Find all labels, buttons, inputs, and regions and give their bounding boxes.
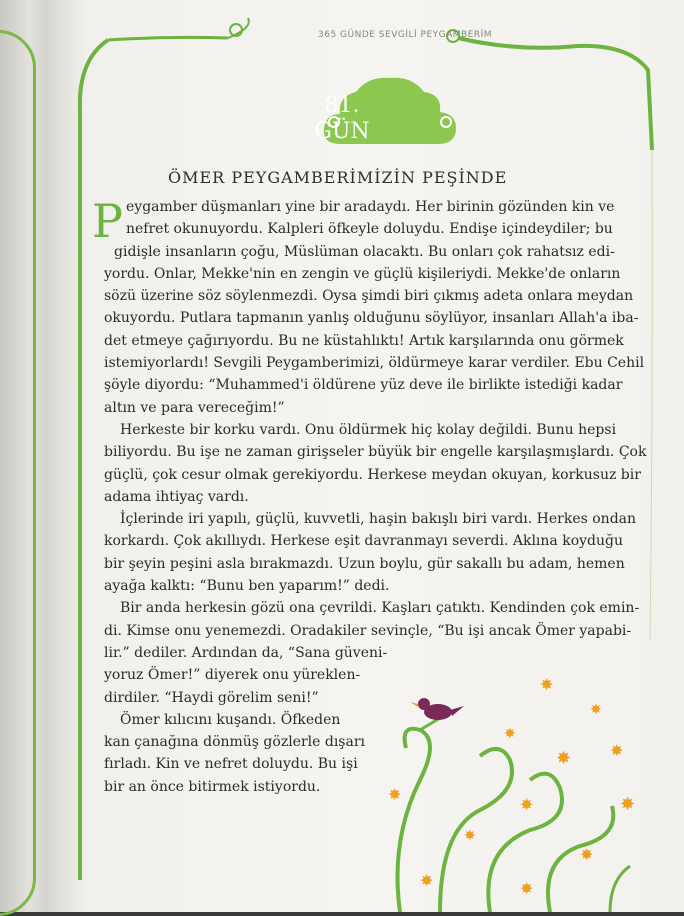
book-page [48,0,684,912]
text-line: sözü üzerine söz söylenmezdi. Oysa şimdi biri çıkmış adeta onlara meydan [104,288,634,305]
svg-text:✸: ✸ [540,675,554,694]
running-head: 365 GÜNDE SEVGİLİ PEYGAMBERİM [318,30,493,40]
text-line: korkardı. Çok akıllıydı. Herkese eşit davranmayı severdi. Aklına koyduğu [104,533,623,550]
svg-text:✸: ✸ [504,726,516,742]
svg-text:✸: ✸ [580,845,594,864]
text-line: Herkeste bir korku vardı. Onu öldürmek hiç kolay değildi. Bunu hepsi [120,421,617,438]
svg-text:✸: ✸ [520,879,534,898]
text-line: nefret okunuyordu. Kalpleri öfkeyle doluydu. Endişe içindeydiler; bu [126,221,613,238]
text-line: eygamber düşmanları yine bir aradaydı. Her birinin gözünden kin ve [126,199,615,215]
text-line: Bir anda herkesin gözü ona çevrildi. Kaşları çatıktı. Kendinden çok emin- [120,600,640,617]
previous-page-edge [0,0,48,912]
day-number: 81. [324,93,360,118]
svg-text:✸: ✸ [610,741,624,760]
svg-text:✸: ✸ [388,785,402,804]
text-line: yordu. Onlar, Mekke'nin en zengin ve güçlü kişileriydi. Mekke'de onların [104,265,621,282]
text-line: gidişle insanların çoğu, Müslüman olacaktı. Bu onları çok rahatsız edi- [114,243,615,260]
text-line: İçlerinde iri yapılı, güçlü, kuvvetli, haşin bakışlı biri vardı. Herkes ondan [120,511,637,528]
bird-icon [410,698,464,720]
svg-text:✸: ✸ [520,795,534,814]
svg-text:✸: ✸ [590,702,602,718]
text-line: fırladı. Kin ve nefret doluydu. Bu işi [104,756,358,773]
text-line: Ömer kılıcını kuşandı. Öfkeden [120,711,341,728]
text-line: altın ve para vereceğim!” [104,399,285,416]
day-label: GÜN [314,119,370,144]
text-line: şöyle diyordu: “Muhammed'i öldürene yüz deve ile birlikte istediği kadar [104,377,623,394]
text-line: di. Kimse onu yenemezdi. Oradakiler sevinçle, “Bu işi ancak Ömer yapabi- [104,622,632,639]
text-line: yoruz Ömer!” diyerek onu yüreklen- [104,667,361,684]
chapter-title: ÖMER PEYGAMBERİMİZİN PEŞİNDE [168,168,508,187]
text-line: det etmeye çağırıyordu. Bu ne küstahlıktı! Artık karşılarında onu görmek [104,332,624,349]
text-line: biliyordu. Bu işe ne zaman girişseler büyük bir engelle karşılaşmışlardı. Çok [104,444,647,461]
text-line: bir şeyin peşini asla bırakmazdı. Uzun boylu, gür sakallı bu adam, hemen [104,555,625,572]
svg-text:✸: ✸ [420,871,434,890]
text-line: güçlü, çok cesur olmak gerekiyordu. Herkese meydan okuyan, korkusuz bir [104,466,641,483]
text-line: ayağa kalktı: “Bunu ben yaparım!” dedi. [104,578,390,595]
svg-text:✸: ✸ [556,748,572,769]
svg-text:✸: ✸ [620,794,636,815]
text-line: istemiyorlardı! Sevgili Peygamberimizi, öldürmeye karar verdiler. Ebu Cehil [104,355,645,372]
svg-text:✸: ✸ [464,828,476,844]
vine-and-stars-illustration [380,660,650,912]
text-line: kan çanağına dönmüş gözlerle dışarı [104,734,366,751]
previous-page-frame [0,30,36,916]
text-line: okuyordu. Putlara tapmanın yanlış olduğunu söylüyor, insanları Allah'a iba- [104,310,639,327]
text-line: bir an önce bitirmek istiyordu. [104,778,321,795]
drop-cap: P [92,194,123,248]
text-line: dirdiler. “Haydi görelim seni!” [104,689,319,706]
text-line: lir.” dediler. Ardından da, “Sana güveni- [104,644,388,661]
text-line: adama ihtiyaç vardı. [104,488,249,505]
